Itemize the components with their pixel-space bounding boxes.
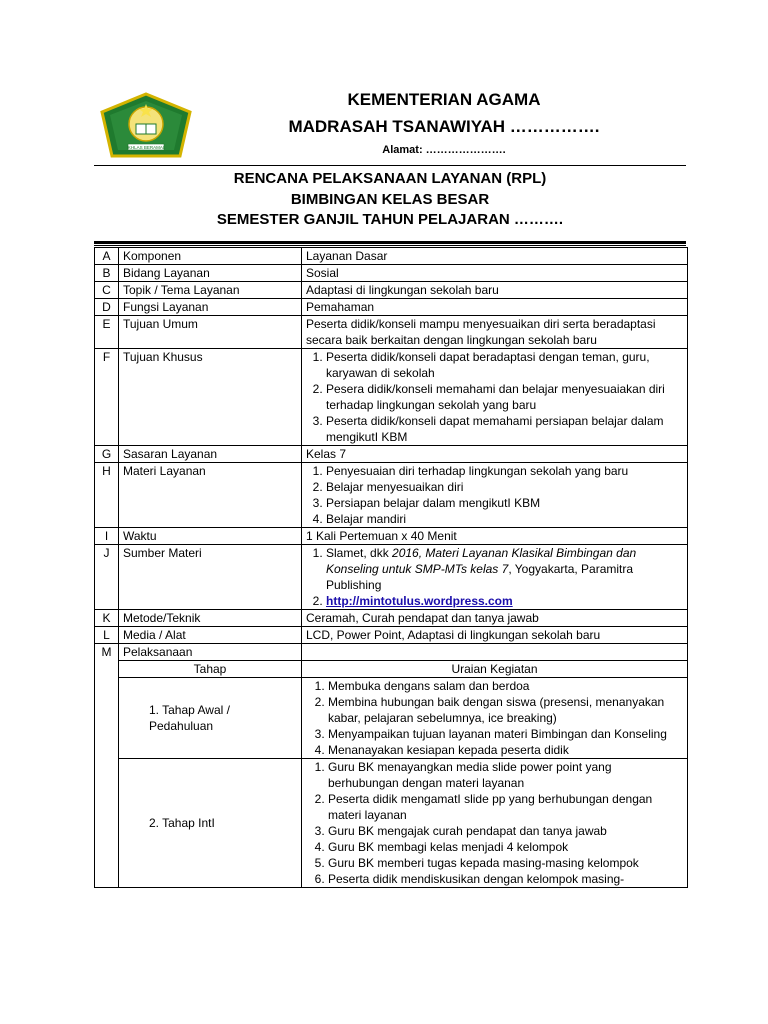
- list-item: 4. Menanayakan kesiapan kepada peserta didik: [328, 742, 683, 758]
- row-label: Waktu: [119, 528, 302, 545]
- title-divider-thin: [94, 245, 686, 246]
- ref-author: Slamet, dkk: [326, 546, 393, 560]
- table-row: [95, 528, 688, 545]
- row-value: [302, 545, 688, 610]
- list-item: 1. Peserta didik/konseli dapat beradaptasi dengan teman, guru, karyawan di sekolah: [326, 349, 683, 381]
- list-item: 5. Guru BK memberi tugas kepada masing-masing kelompok: [328, 855, 683, 871]
- table-row: [95, 463, 688, 528]
- list-item: [326, 545, 683, 593]
- row-value: Peserta didik/konseli mampu menyesuaikan diri serta beradaptasi secara baik berkaitan dengan lingkungan sekolah baru: [302, 316, 688, 349]
- inti-list: [306, 759, 683, 887]
- tujuan-khusus-list: [306, 349, 683, 445]
- list-item: 3. Persiapan belajar dalam mengikutI KBM: [326, 495, 683, 511]
- rpl-table: [94, 247, 688, 888]
- row-value: [302, 463, 688, 528]
- row-value: Layanan Dasar: [302, 248, 688, 265]
- row-code: I: [95, 528, 119, 545]
- awal-list: [306, 678, 683, 758]
- row-code: M: [95, 644, 119, 888]
- list-item: 6. Peserta didik mendiskusikan dengan kelompok masing-: [328, 871, 683, 887]
- row-value: 1 Kali Pertemuan x 40 Menit: [302, 528, 688, 545]
- row-label: Pelaksanaan: [119, 644, 302, 661]
- row-code: B: [95, 265, 119, 282]
- table-row: [95, 299, 688, 316]
- list-item: [326, 593, 683, 609]
- row-value: [302, 644, 688, 661]
- row-code: A: [95, 248, 119, 265]
- list-item: 2. Membina hubungan baik dengan siswa (presensi, menanyakan kabar, pelajaran sebelumnya, ice breaking): [328, 694, 683, 726]
- header-divider: [94, 165, 686, 166]
- table-row: [95, 759, 688, 888]
- logo-motto: IKHLAS BERAMAL: [126, 145, 166, 150]
- tahap-awal-uraian: [302, 678, 688, 759]
- sumber-list: [306, 545, 683, 609]
- row-value: Adaptasi di lingkungan sekolah baru: [302, 282, 688, 299]
- list-item: 1. Guru BK menayangkan media slide power point yang berhubungan dengan materi layanan: [328, 759, 683, 791]
- col-header-uraian: Uraian Kegiatan: [302, 661, 688, 678]
- table-row: [95, 545, 688, 610]
- list-item: 3. Menyampaikan tujuan layanan materi Bimbingan dan Konseling: [328, 726, 683, 742]
- doc-semester: SEMESTER GANJIL TAHUN PELAJARAN ……….: [216, 211, 564, 228]
- table-row: [95, 248, 688, 265]
- list-item: 3. Peserta didik/konseli dapat memahami persiapan belajar dalam mengikutI KBM: [326, 413, 683, 445]
- table-row: [95, 265, 688, 282]
- row-code: H: [95, 463, 119, 528]
- row-value: Kelas 7: [302, 446, 688, 463]
- table-row: [95, 316, 688, 349]
- row-label: Sumber Materi: [119, 545, 302, 610]
- tahap-inti-uraian: [302, 759, 688, 888]
- row-code: J: [95, 545, 119, 610]
- ministry-name: KEMENTERIAN AGAMA: [347, 90, 541, 109]
- school-name: MADRASAH TSANAWIYAH …………….: [288, 117, 600, 136]
- row-label: Komponen: [119, 248, 302, 265]
- row-label: Metode/Teknik: [119, 610, 302, 627]
- row-label: Materi Layanan: [119, 463, 302, 528]
- row-label: Bidang Layanan: [119, 265, 302, 282]
- row-code: L: [95, 627, 119, 644]
- list-item: 1. Penyesuaian diri terhadap lingkungan sekolah yang baru: [326, 463, 683, 479]
- table-row: [95, 661, 688, 678]
- list-item: 2. Pesera didik/konseli memahami dan belajar menyesuaiakan diri terhadap lingkungan sekolah yang baru: [326, 381, 683, 413]
- title-divider-thick: [94, 241, 686, 244]
- table-row: [95, 282, 688, 299]
- list-item: 4. Guru BK membagi kelas menjadi 4 kelompok: [328, 839, 683, 855]
- row-value: Ceramah, Curah pendapat dan tanya jawab: [302, 610, 688, 627]
- row-code: F: [95, 349, 119, 446]
- table-row: [95, 644, 688, 661]
- tahap-awal-label: 1. Tahap Awal / Pedahuluan: [119, 678, 302, 759]
- list-item: 2. Peserta didik mengamatI slide pp yang berhubungan dengan materi layanan: [328, 791, 683, 823]
- materi-list: [306, 463, 683, 527]
- table-row: [95, 610, 688, 627]
- list-item: 4. Belajar mandiri: [326, 511, 683, 527]
- source-link[interactable]: http://mintotulus.wordpress.com: [326, 594, 513, 608]
- school-address: Alamat: ………………….: [382, 144, 506, 156]
- row-label: Tujuan Umum: [119, 316, 302, 349]
- row-label: Tujuan Khusus: [119, 349, 302, 446]
- row-code: C: [95, 282, 119, 299]
- tahap-inti-label: 2. Tahap IntI: [119, 759, 302, 888]
- row-label: Topik / Tema Layanan: [119, 282, 302, 299]
- row-value: [302, 349, 688, 446]
- list-item: 2. Belajar menyesuaikan diri: [326, 479, 683, 495]
- ref-title: 2016, Materi Layanan Klasikal Bimbingan dan Konseling untuk SMP-MTs kelas 7: [326, 546, 637, 576]
- list-item: 3. Guru BK mengajak curah pendapat dan tanya jawab: [328, 823, 683, 839]
- table-row: [95, 349, 688, 446]
- row-code: G: [95, 446, 119, 463]
- col-header-tahap: Tahap: [119, 661, 302, 678]
- row-label: Media / Alat: [119, 627, 302, 644]
- table-row: [95, 446, 688, 463]
- ref-publisher: , Yogyakarta, Paramitra Publishing: [326, 562, 634, 592]
- row-label: Fungsi Layanan: [119, 299, 302, 316]
- row-value: Sosial: [302, 265, 688, 282]
- table-row: [95, 678, 688, 759]
- row-value: LCD, Power Point, Adaptasi di lingkungan sekolah baru: [302, 627, 688, 644]
- doc-subtitle: BIMBINGAN KELAS BESAR: [290, 191, 490, 208]
- row-code: D: [95, 299, 119, 316]
- row-value: Pemahaman: [302, 299, 688, 316]
- list-item: 1. Membuka dengans salam dan berdoa: [328, 678, 683, 694]
- row-label: Sasaran Layanan: [119, 446, 302, 463]
- table-row: [95, 627, 688, 644]
- row-code: E: [95, 316, 119, 349]
- row-code: K: [95, 610, 119, 627]
- doc-title: RENCANA PELAKSANAAN LAYANAN (RPL): [233, 170, 547, 187]
